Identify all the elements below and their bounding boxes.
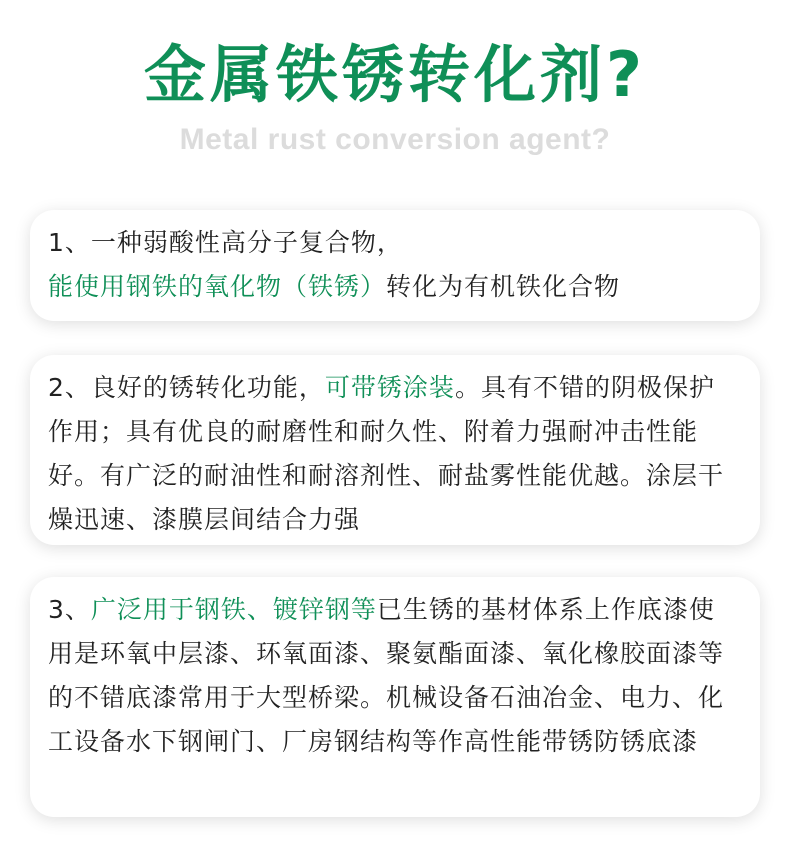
feature-card-3-highlight: 广泛用于钢铁、镀锌钢等 xyxy=(90,595,377,624)
feature-card-2-plain-start: 2、良好的锈转化功能， xyxy=(48,373,325,402)
feature-card-3-text xyxy=(48,588,738,764)
feature-card-3-plain-end: 已生锈的基材体系上作底漆使用是环氧中层漆、环氧面漆、聚氨酯面漆、氧化橡胶面漆等的不错底漆常用于大型桥梁。机械设备石油冶金、电力、化工设备水下钢闸门、厂房钢结构等作高性能带锈防锈底漆 xyxy=(48,595,725,756)
feature-card-2-highlight: 可带锈涂装 xyxy=(324,373,455,402)
feature-card-2-text xyxy=(48,366,738,542)
feature-card-1-highlight: 能使用钢铁的氧化物（铁锈） xyxy=(48,272,387,301)
feature-card-1-text xyxy=(48,221,738,309)
feature-card-1 xyxy=(30,210,760,321)
feature-card-3 xyxy=(30,577,760,817)
page-subtitle: Metal rust conversion agent? xyxy=(179,123,611,156)
feature-card-1-plain-start: 1、一种弱酸性高分子复合物， xyxy=(48,228,403,257)
feature-card-2 xyxy=(30,355,760,545)
page-title: 金属铁锈转化剂? xyxy=(144,38,646,111)
feature-card-1-plain-end: 转化为有机铁化合物 xyxy=(386,272,621,301)
feature-card-3-plain-start: 3、 xyxy=(48,595,91,624)
feature-card-2-plain-end: 。具有不错的阴极保护作用；具有优良的耐磨性和耐久性、附着力强耐冲击性能好。有广泛的耐油性和耐溶剂性、耐盐雾性能优越。涂层干燥迅速、漆膜层间结合力强 xyxy=(48,373,725,534)
